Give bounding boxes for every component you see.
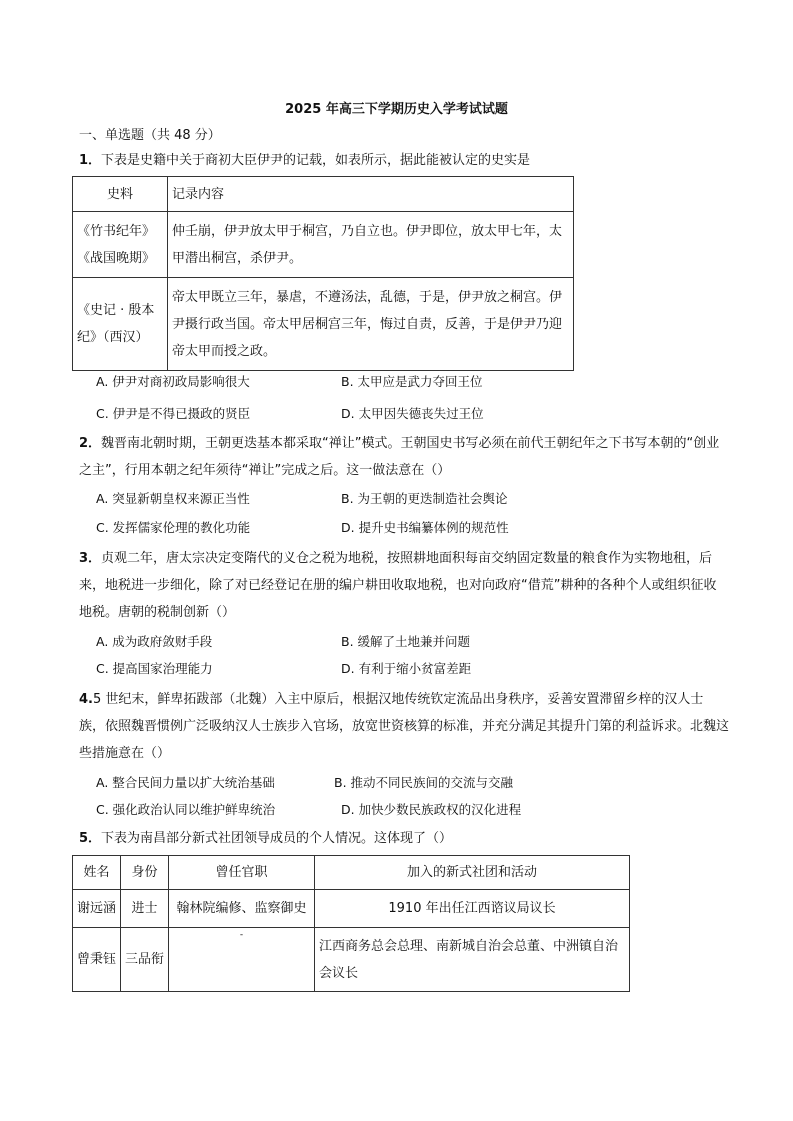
question-stem: 贞观二年，唐太宗决定变隋代的义仓之税为地税，按照耕地面积每亩交纳固定数量的粮食作为实物地租，后来，地税进一步细化，除了对已经登记在册的编户耕田收取地税，也对向政府“借荒”耕种的各种个人或组织征收地税。唐朝的税制创新（） [79,551,717,620]
office-cell: 翰林院编修、监察御史 [169,890,315,928]
source-cell: 《史记 · 殷本纪》（西汉） [73,278,168,371]
table-header-cell: 曾任官职 [169,856,315,890]
option-c[interactable]: C. 伊尹是不得已摄政的贤臣 [96,406,251,421]
option-b[interactable]: B. 太甲应是武力夺回王位 [341,374,483,389]
option-d[interactable]: D. 有利于缩小贫富差距 [341,661,472,676]
question-stem: 5 世纪末，鲜卑拓跋部（北魏）入主中原后，根据汉地传统钦定流品出身秩序，妥善安置滞留乡梓的汉人士族，依照魏晋惯例广泛吸纳汉人士族步入官场，放宽世资核算的标准，并充分满足其提升门第的利益诉求。北魏这些措施意在（） [79,692,730,761]
name-cell: 谢远涵 [73,890,121,928]
table-header-cell: 记录内容 [168,177,574,212]
question-stem: 魏晋南北朝时期，王朝更迭基本都采取“禅让”模式。王朝国史书写必须在前代王朝纪年之下书写本朝的“创业之主”，行用本朝之纪年须待“禅让”完成之后。这一做法意在（） [79,436,720,478]
option-c[interactable]: C. 强化政治认同以维护鲜卑统治 [96,802,276,817]
question-2 [79,430,729,484]
status-cell: 三品衔 [121,928,169,992]
table-row [73,890,630,928]
option-d[interactable]: D. 提升史书编纂体例的规范性 [341,520,509,535]
q5-table [72,855,630,992]
table-header-cell: 姓名 [73,856,121,890]
option-a[interactable]: A. 突显新朝皇权来源正当性 [96,491,250,506]
question-number: 1． [79,153,102,168]
option-c[interactable]: C. 发挥儒家伦理的教化功能 [96,520,251,535]
question-3 [79,545,729,626]
option-a[interactable]: A. 成为政府敛财手段 [96,634,213,649]
activity-cell: 1910 年出任江西谘议局议长 [315,890,630,928]
name-cell: 曾秉钰 [73,928,121,992]
question-number: 4. [79,692,93,707]
table-row [73,278,574,371]
activity-cell: 江西商务总会总理、南新城自治会总董、中洲镇自治会议长 [315,928,630,992]
option-a[interactable]: A. 整合民间力量以扩大统治基础 [96,775,275,790]
option-d[interactable]: D. 太甲因失德丧失过王位 [341,406,484,421]
option-d[interactable]: D. 加快少数民族政权的汉化进程 [341,802,522,817]
table-header-row [73,177,574,212]
table-header-cell: 加入的新式社团和活动 [315,856,630,890]
exam-title: 2025 年高三下学期历史入学考试试题 [285,102,508,117]
question-number: 5． [79,831,102,846]
question-5 [79,825,729,852]
option-b[interactable]: B. 缓解了土地兼并问题 [341,634,471,649]
content-cell: 帝太甲既立三年，暴虐，不遵汤法，乱德，于是，伊尹放之桐宫。伊尹摄行政当国。帝太甲居桐宫三年，悔过自责，反善，于是伊尹乃迎帝太甲而授之政。 [168,278,574,371]
section-heading: 一、单选题（共 48 分） [79,128,221,143]
content-cell: 仲壬崩，伊尹放太甲于桐宫，乃自立也。伊尹即位，放太甲七年，太甲潜出桐宫，杀伊尹。 [168,212,574,278]
option-b[interactable]: B. 推动不同民族间的交流与交融 [334,775,514,790]
table-header-row [73,856,630,890]
option-c[interactable]: C. 提高国家治理能力 [96,661,213,676]
q1-table [72,176,574,371]
option-b[interactable]: B. 为王朝的更迭制造社会舆论 [341,491,508,506]
table-row [73,212,574,278]
question-number: 2． [79,436,102,451]
question-number: 3． [79,551,102,566]
question-stem: 下表是史籍中关于商初大臣伊尹的记载，如表所示，据此能被认定的史实是 [101,153,531,168]
table-header-cell: 史料 [73,177,168,212]
question-stem: 下表为南昌部分新式社团领导成员的个人情况。这体现了（） [101,831,453,846]
question-1 [79,147,729,174]
question-4 [79,686,729,767]
table-row [73,928,630,992]
option-a[interactable]: A. 伊尹对商初政局影响很大 [96,374,250,389]
table-header-cell: 身份 [121,856,169,890]
office-cell: - [169,928,315,992]
status-cell: 进士 [121,890,169,928]
source-cell: 《竹书纪年》《战国晚期》 [73,212,168,278]
